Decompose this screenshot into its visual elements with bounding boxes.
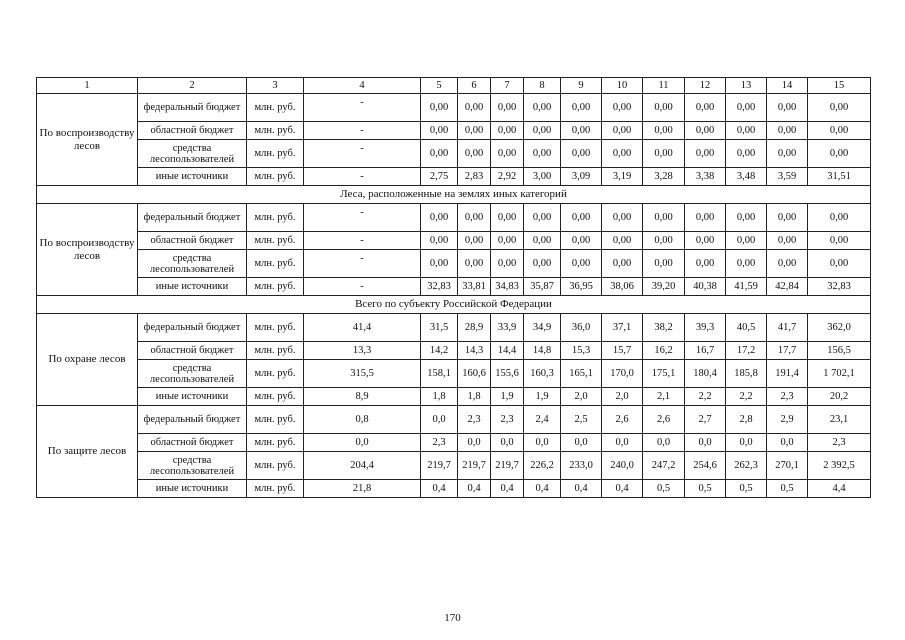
table-row: [37, 122, 871, 140]
value-cell: 0,00: [726, 250, 767, 278]
value-cell: 0,00: [561, 232, 602, 250]
unit-cell: млн. руб.: [247, 140, 304, 168]
value-cell: 0,00: [524, 250, 561, 278]
value-cell: 0,00: [767, 94, 808, 122]
funding-source-cell: федеральный бюджет: [138, 314, 247, 342]
funding-source-cell: средства лесопользователей: [138, 452, 247, 480]
value-cell: 0,0: [561, 434, 602, 452]
baseline-value-cell: 204,4: [304, 452, 421, 480]
value-cell: 0,0: [685, 434, 726, 452]
column-number-cell: 14: [767, 78, 808, 94]
value-cell: 41,59: [726, 278, 767, 296]
category-cell: По защите лесов: [37, 406, 138, 498]
table-row: [37, 94, 871, 122]
value-cell: 0,00: [808, 250, 871, 278]
value-cell: 0,0: [458, 434, 491, 452]
value-cell: 0,00: [808, 232, 871, 250]
funding-source-cell: федеральный бюджет: [138, 406, 247, 434]
value-cell: 233,0: [561, 452, 602, 480]
value-cell: 0,00: [421, 232, 458, 250]
baseline-value-cell: -: [304, 232, 421, 250]
value-cell: 2,9: [767, 406, 808, 434]
value-cell: 2,3: [767, 388, 808, 406]
value-cell: 226,2: [524, 452, 561, 480]
value-cell: 41,7: [767, 314, 808, 342]
value-cell: 0,00: [685, 204, 726, 232]
value-cell: 0,00: [643, 140, 685, 168]
baseline-value-cell: -: [304, 204, 421, 232]
unit-cell: млн. руб.: [247, 434, 304, 452]
value-cell: 0,4: [524, 480, 561, 498]
value-cell: 0,00: [767, 250, 808, 278]
value-cell: 0,0: [643, 434, 685, 452]
value-cell: 2,75: [421, 168, 458, 186]
value-cell: 362,0: [808, 314, 871, 342]
value-cell: 0,00: [685, 232, 726, 250]
table-row: [37, 360, 871, 388]
value-cell: 254,6: [685, 452, 726, 480]
baseline-value-cell: -: [304, 168, 421, 186]
value-cell: 0,00: [808, 122, 871, 140]
unit-cell: млн. руб.: [247, 480, 304, 498]
baseline-value-cell: -: [304, 250, 421, 278]
value-cell: 35,87: [524, 278, 561, 296]
table-row: [37, 204, 871, 232]
column-number-cell: 11: [643, 78, 685, 94]
value-cell: 2,92: [491, 168, 524, 186]
column-number-cell: 12: [685, 78, 726, 94]
funding-source-cell: иные источники: [138, 168, 247, 186]
value-cell: 219,7: [421, 452, 458, 480]
value-cell: 0,00: [561, 94, 602, 122]
unit-cell: млн. руб.: [247, 204, 304, 232]
value-cell: 17,7: [767, 342, 808, 360]
value-cell: 155,6: [491, 360, 524, 388]
value-cell: 34,83: [491, 278, 524, 296]
value-cell: 0,00: [458, 204, 491, 232]
value-cell: 0,00: [685, 122, 726, 140]
column-number-cell: 9: [561, 78, 602, 94]
value-cell: 33,9: [491, 314, 524, 342]
value-cell: 0,00: [767, 232, 808, 250]
value-cell: 39,3: [685, 314, 726, 342]
value-cell: 0,00: [491, 122, 524, 140]
value-cell: 247,2: [643, 452, 685, 480]
table-row: [37, 434, 871, 452]
value-cell: 14,3: [458, 342, 491, 360]
value-cell: 0,00: [643, 232, 685, 250]
value-cell: 4,4: [808, 480, 871, 498]
value-cell: 1,9: [491, 388, 524, 406]
funding-source-cell: иные источники: [138, 278, 247, 296]
value-cell: 1,8: [421, 388, 458, 406]
value-cell: 0,00: [458, 250, 491, 278]
value-cell: 17,2: [726, 342, 767, 360]
section-row: [37, 186, 871, 204]
value-cell: 2,0: [561, 388, 602, 406]
unit-cell: млн. руб.: [247, 94, 304, 122]
unit-cell: млн. руб.: [247, 250, 304, 278]
table-row: [37, 140, 871, 168]
value-cell: 2,3: [491, 406, 524, 434]
value-cell: 0,00: [421, 94, 458, 122]
value-cell: 40,38: [685, 278, 726, 296]
baseline-value-cell: 315,5: [304, 360, 421, 388]
value-cell: 34,9: [524, 314, 561, 342]
value-cell: 0,00: [421, 250, 458, 278]
table-body: [37, 78, 871, 498]
value-cell: 0,00: [524, 122, 561, 140]
funding-source-cell: средства лесопользователей: [138, 140, 247, 168]
value-cell: 2,6: [643, 406, 685, 434]
unit-cell: млн. руб.: [247, 342, 304, 360]
baseline-value-cell: -: [304, 122, 421, 140]
value-cell: 0,00: [561, 140, 602, 168]
value-cell: 0,00: [458, 94, 491, 122]
value-cell: 14,8: [524, 342, 561, 360]
value-cell: 0,00: [726, 204, 767, 232]
value-cell: 0,00: [602, 122, 643, 140]
value-cell: 0,00: [726, 94, 767, 122]
value-cell: 36,95: [561, 278, 602, 296]
value-cell: 16,2: [643, 342, 685, 360]
value-cell: 15,7: [602, 342, 643, 360]
value-cell: 0,5: [767, 480, 808, 498]
column-number-cell: 6: [458, 78, 491, 94]
funding-source-cell: федеральный бюджет: [138, 204, 247, 232]
value-cell: 2,5: [561, 406, 602, 434]
funding-source-cell: федеральный бюджет: [138, 94, 247, 122]
value-cell: 191,4: [767, 360, 808, 388]
table-row: [37, 452, 871, 480]
value-cell: 3,59: [767, 168, 808, 186]
unit-cell: млн. руб.: [247, 168, 304, 186]
funding-source-cell: областной бюджет: [138, 232, 247, 250]
value-cell: 0,00: [491, 250, 524, 278]
baseline-value-cell: 0,8: [304, 406, 421, 434]
value-cell: 0,00: [458, 122, 491, 140]
value-cell: 0,00: [685, 140, 726, 168]
value-cell: 0,00: [524, 94, 561, 122]
table-row: [37, 232, 871, 250]
value-cell: 0,0: [491, 434, 524, 452]
value-cell: 2,0: [602, 388, 643, 406]
value-cell: 0,00: [602, 204, 643, 232]
value-cell: 2,3: [458, 406, 491, 434]
category-cell: По воспроизводству лесов: [37, 94, 138, 186]
value-cell: 0,00: [808, 94, 871, 122]
value-cell: 0,00: [421, 204, 458, 232]
unit-cell: млн. руб.: [247, 388, 304, 406]
column-number-row: [37, 78, 871, 94]
unit-cell: млн. руб.: [247, 406, 304, 434]
funding-source-cell: областной бюджет: [138, 122, 247, 140]
value-cell: 3,38: [685, 168, 726, 186]
value-cell: 1,9: [524, 388, 561, 406]
column-number-cell: 13: [726, 78, 767, 94]
value-cell: 1 702,1: [808, 360, 871, 388]
baseline-value-cell: -: [304, 140, 421, 168]
value-cell: 0,00: [602, 232, 643, 250]
value-cell: 0,00: [491, 204, 524, 232]
value-cell: 262,3: [726, 452, 767, 480]
value-cell: 0,00: [643, 204, 685, 232]
value-cell: 0,00: [561, 204, 602, 232]
value-cell: 2,2: [726, 388, 767, 406]
baseline-value-cell: 13,3: [304, 342, 421, 360]
value-cell: 0,00: [726, 140, 767, 168]
category-cell: По воспроизводству лесов: [37, 204, 138, 296]
column-number-cell: 7: [491, 78, 524, 94]
funding-source-cell: иные источники: [138, 388, 247, 406]
value-cell: 0,00: [643, 122, 685, 140]
value-cell: 219,7: [458, 452, 491, 480]
value-cell: 31,5: [421, 314, 458, 342]
funding-source-cell: областной бюджет: [138, 342, 247, 360]
value-cell: 38,06: [602, 278, 643, 296]
value-cell: 0,00: [767, 204, 808, 232]
column-number-cell: 3: [247, 78, 304, 94]
value-cell: 0,00: [643, 94, 685, 122]
value-cell: 0,5: [726, 480, 767, 498]
page-number: 170: [444, 612, 461, 624]
value-cell: 0,00: [421, 122, 458, 140]
value-cell: 32,83: [808, 278, 871, 296]
value-cell: 38,2: [643, 314, 685, 342]
value-cell: 0,00: [421, 140, 458, 168]
value-cell: 0,00: [458, 140, 491, 168]
value-cell: 0,00: [602, 94, 643, 122]
value-cell: 2,2: [685, 388, 726, 406]
value-cell: 14,4: [491, 342, 524, 360]
value-cell: 0,00: [726, 232, 767, 250]
table-row: [37, 250, 871, 278]
value-cell: 0,00: [685, 250, 726, 278]
value-cell: 0,0: [421, 406, 458, 434]
value-cell: 37,1: [602, 314, 643, 342]
value-cell: 0,00: [561, 250, 602, 278]
column-number-cell: 8: [524, 78, 561, 94]
value-cell: 42,84: [767, 278, 808, 296]
table-row: [37, 388, 871, 406]
column-number-cell: 15: [808, 78, 871, 94]
value-cell: 2,83: [458, 168, 491, 186]
section-title: Леса, расположенные на землях иных категорий: [37, 186, 871, 204]
value-cell: 0,5: [685, 480, 726, 498]
value-cell: 3,19: [602, 168, 643, 186]
baseline-value-cell: -: [304, 94, 421, 122]
section-row: [37, 296, 871, 314]
value-cell: 36,0: [561, 314, 602, 342]
value-cell: 20,2: [808, 388, 871, 406]
value-cell: 270,1: [767, 452, 808, 480]
value-cell: 14,2: [421, 342, 458, 360]
value-cell: 3,28: [643, 168, 685, 186]
value-cell: 3,48: [726, 168, 767, 186]
baseline-value-cell: 0,0: [304, 434, 421, 452]
unit-cell: млн. руб.: [247, 122, 304, 140]
category-cell: По охране лесов: [37, 314, 138, 406]
value-cell: 2,1: [643, 388, 685, 406]
value-cell: 23,1: [808, 406, 871, 434]
value-cell: 2,3: [808, 434, 871, 452]
value-cell: 0,00: [602, 250, 643, 278]
baseline-value-cell: 8,9: [304, 388, 421, 406]
value-cell: 185,8: [726, 360, 767, 388]
value-cell: 16,7: [685, 342, 726, 360]
value-cell: 28,9: [458, 314, 491, 342]
value-cell: 158,1: [421, 360, 458, 388]
unit-cell: млн. руб.: [247, 452, 304, 480]
funding-source-cell: областной бюджет: [138, 434, 247, 452]
value-cell: 175,1: [643, 360, 685, 388]
value-cell: 156,5: [808, 342, 871, 360]
value-cell: 0,00: [524, 204, 561, 232]
value-cell: 0,5: [643, 480, 685, 498]
value-cell: 0,00: [491, 232, 524, 250]
column-number-cell: 2: [138, 78, 247, 94]
value-cell: 15,3: [561, 342, 602, 360]
unit-cell: млн. руб.: [247, 232, 304, 250]
value-cell: 180,4: [685, 360, 726, 388]
table-row: [37, 406, 871, 434]
value-cell: 32,83: [421, 278, 458, 296]
value-cell: 3,00: [524, 168, 561, 186]
value-cell: 2,7: [685, 406, 726, 434]
table-row: [37, 480, 871, 498]
value-cell: 0,00: [767, 140, 808, 168]
value-cell: 0,0: [726, 434, 767, 452]
unit-cell: млн. руб.: [247, 360, 304, 388]
table-row: [37, 314, 871, 342]
value-cell: 2,8: [726, 406, 767, 434]
value-cell: 0,00: [524, 232, 561, 250]
value-cell: 0,00: [726, 122, 767, 140]
baseline-value-cell: 21,8: [304, 480, 421, 498]
value-cell: 0,00: [643, 250, 685, 278]
value-cell: 33,81: [458, 278, 491, 296]
unit-cell: млн. руб.: [247, 314, 304, 342]
baseline-value-cell: 41,4: [304, 314, 421, 342]
value-cell: 2,4: [524, 406, 561, 434]
value-cell: 0,4: [421, 480, 458, 498]
value-cell: 0,00: [808, 140, 871, 168]
value-cell: 2 392,5: [808, 452, 871, 480]
value-cell: 240,0: [602, 452, 643, 480]
funding-source-cell: средства лесопользователей: [138, 250, 247, 278]
value-cell: 2,3: [421, 434, 458, 452]
funding-source-cell: средства лесопользователей: [138, 360, 247, 388]
value-cell: 0,4: [602, 480, 643, 498]
value-cell: 165,1: [561, 360, 602, 388]
value-cell: 0,4: [491, 480, 524, 498]
value-cell: 3,09: [561, 168, 602, 186]
baseline-value-cell: -: [304, 278, 421, 296]
value-cell: 0,00: [561, 122, 602, 140]
value-cell: 219,7: [491, 452, 524, 480]
table-row: [37, 342, 871, 360]
value-cell: 0,00: [491, 140, 524, 168]
value-cell: 0,0: [524, 434, 561, 452]
value-cell: 160,3: [524, 360, 561, 388]
column-number-cell: 1: [37, 78, 138, 94]
value-cell: 0,00: [685, 94, 726, 122]
value-cell: 0,0: [602, 434, 643, 452]
value-cell: 0,0: [767, 434, 808, 452]
value-cell: 39,20: [643, 278, 685, 296]
value-cell: 0,4: [458, 480, 491, 498]
value-cell: 160,6: [458, 360, 491, 388]
table-row: [37, 278, 871, 296]
column-number-cell: 10: [602, 78, 643, 94]
value-cell: 40,5: [726, 314, 767, 342]
value-cell: 2,6: [602, 406, 643, 434]
funding-source-cell: иные источники: [138, 480, 247, 498]
column-number-cell: 4: [304, 78, 421, 94]
value-cell: 31,51: [808, 168, 871, 186]
value-cell: 0,00: [808, 204, 871, 232]
section-title: Всего по субъекту Российской Федерации: [37, 296, 871, 314]
value-cell: 0,00: [524, 140, 561, 168]
forest-financing-table: [36, 77, 871, 498]
value-cell: 1,8: [458, 388, 491, 406]
value-cell: 0,00: [491, 94, 524, 122]
value-cell: 0,4: [561, 480, 602, 498]
column-number-cell: 5: [421, 78, 458, 94]
value-cell: 0,00: [602, 140, 643, 168]
value-cell: 170,0: [602, 360, 643, 388]
value-cell: 0,00: [767, 122, 808, 140]
unit-cell: млн. руб.: [247, 278, 304, 296]
value-cell: 0,00: [458, 232, 491, 250]
table-row: [37, 168, 871, 186]
